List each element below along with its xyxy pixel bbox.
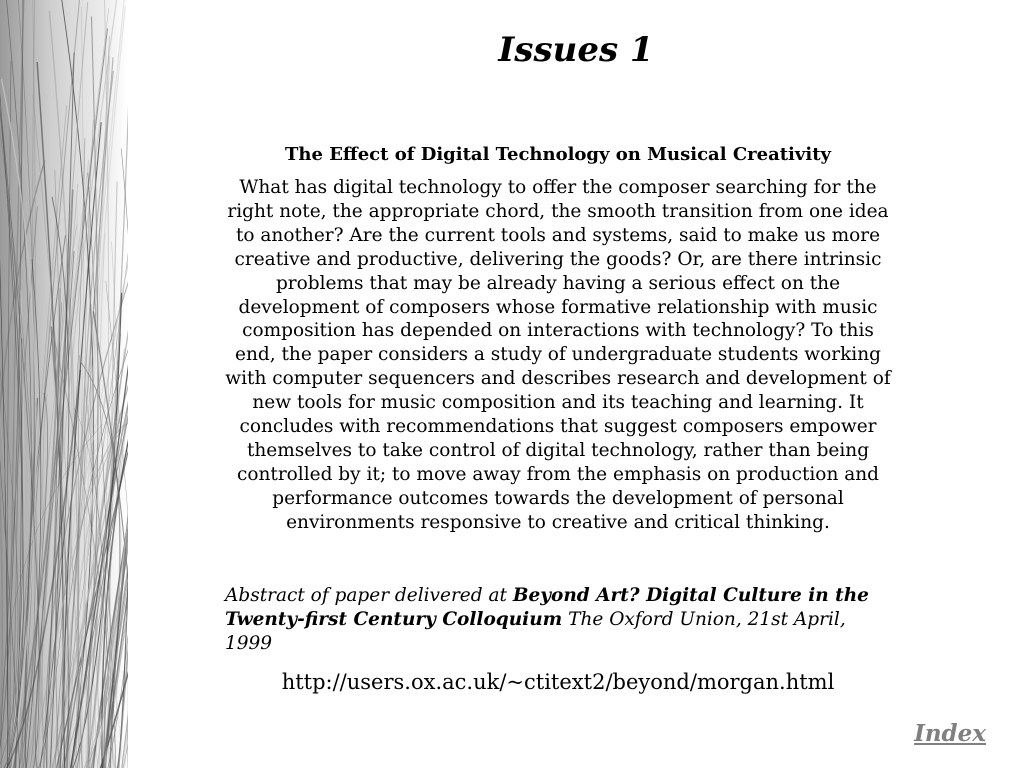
source-note-suffix: The Oxford Union, 21st April, 1999 (225, 609, 846, 654)
abstract-text: What has digital technology to offer the composer searching for the right note, the appropriate chord, the smooth transition from one idea to another? Are the current tools and systems, said to make us more creative and productive, delivering the goods? Or, are there intrinsic problems that may be already having a serious effect on the development of composers whose formative relationship with music composition has depended on interactions with technology? To this end, the paper considers a study of undergraduate students working with computer sequencers and describes research and development of new tools for music composition and its teaching and learning. It concludes with recommendations that suggest composers empower themselves to take control of digital technology, rather than being controlled by it; to move away from the emphasis on production and performance outcomes towards the development of personal environments responsive to creative and critical thinking. (225, 177, 891, 533)
grass-strokes-icon (0, 0, 128, 768)
page-title: Issues 1 (498, 30, 654, 70)
index-link[interactable]: Index (914, 720, 986, 747)
event-name: Beyond Art? Digital Culture in the Twenty-first Century Colloquium (225, 585, 869, 630)
paper-url: http://users.ox.ac.uk/~ctitext2/beyond/morgan.html (281, 670, 835, 694)
source-note (225, 584, 885, 656)
decorative-sidebar (0, 0, 128, 768)
paper-title: The Effect of Digital Technology on Musical Creativity (285, 144, 831, 165)
article (222, 143, 894, 535)
source-note-prefix: Abstract of paper delivered at (225, 585, 513, 606)
